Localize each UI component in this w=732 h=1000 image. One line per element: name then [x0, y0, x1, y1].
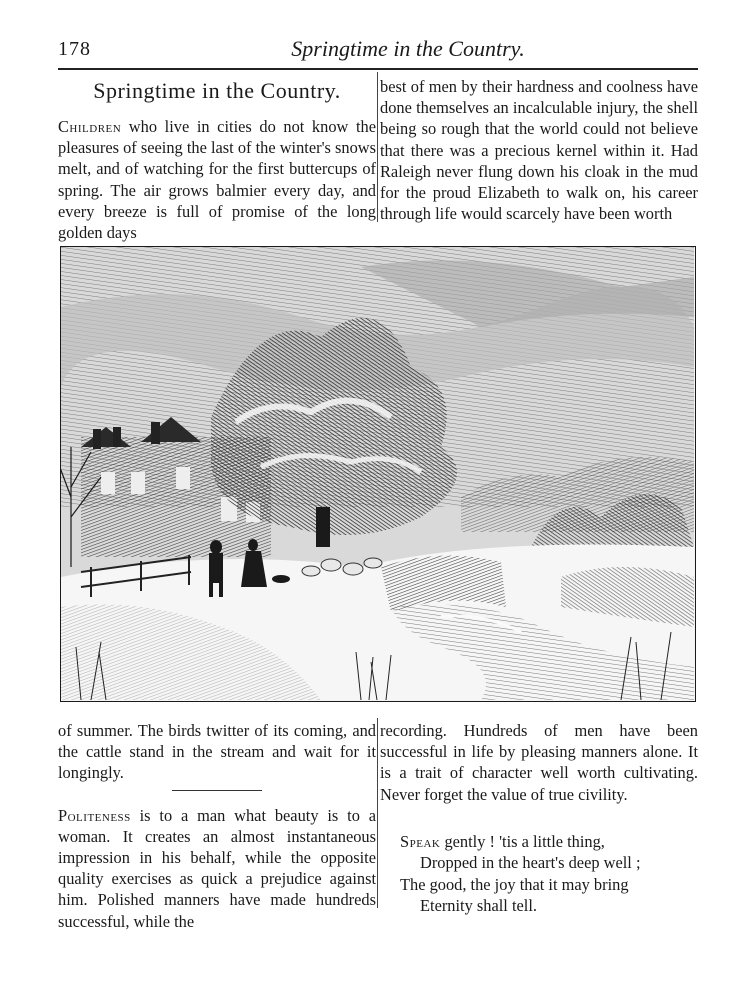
poem-line-4: Eternity shall tell.	[420, 896, 537, 916]
article-paragraph-1-continued: of summer. The birds twitter of its coming, and the cattle stand in the stream and wait for it longingly.	[58, 721, 376, 783]
header-rule	[58, 68, 698, 70]
politeness-paragraph	[58, 805, 376, 932]
paragraph-text: is to a man what beauty is to a woman. It creates an almost instantaneous impression in his behalf, while the opposite quality exercises as quick a prejudice against him. Polished manners have made hundreds successful, while the	[58, 805, 376, 931]
winter-landscape-engraving	[60, 246, 696, 702]
poem-line-3: The good, the joy that it may bring	[400, 874, 629, 894]
left-column-top	[58, 72, 376, 243]
page-number: 178	[58, 38, 91, 60]
right-column-bottom	[380, 720, 698, 917]
poem-line-text: gently ! 'tis a little thing,	[440, 831, 605, 851]
poem	[380, 831, 698, 917]
article-paragraph-1	[58, 116, 376, 243]
politeness-lead-word: Politeness	[58, 805, 131, 825]
left-column-bottom	[58, 720, 376, 932]
running-title: Springtime in the Country.	[291, 36, 525, 61]
column-divider-bottom	[377, 718, 378, 908]
right-column-top	[380, 76, 698, 224]
column-divider-top	[377, 72, 378, 222]
poem-lead-word: Speak	[400, 831, 441, 851]
poem-line-1	[380, 831, 698, 853]
politeness-conclusion: recording. Hundreds of men have been successful in life by pleasing manners alone. It is a trait of character well worth cultivating. Never forget the value of true civility.	[380, 721, 698, 804]
article-title: Springtime in the Country.	[93, 78, 341, 103]
poem-line-2: Dropped in the heart's deep well ;	[420, 853, 641, 873]
paragraph-text: who live in cities do not know the pleasures of seeing the last of the winter's snows melt, and of watching for the first buttercups of spring. The air grows balmier every day, and every breeze is full of promise of the long golden days	[58, 117, 376, 243]
drop-lead-word: Children	[58, 117, 122, 136]
section-divider	[172, 790, 262, 791]
politeness-continuation: best of men by their hardness and coolness have done themselves an incalculable injury, the shell being so rough that the world could not believe that there was a precious kernel within it. Had Raleigh never flung down his cloak in the mud for the proud Elizabeth to walk on, his career through life would scarcely have been worth	[380, 77, 698, 224]
running-header	[58, 36, 698, 70]
